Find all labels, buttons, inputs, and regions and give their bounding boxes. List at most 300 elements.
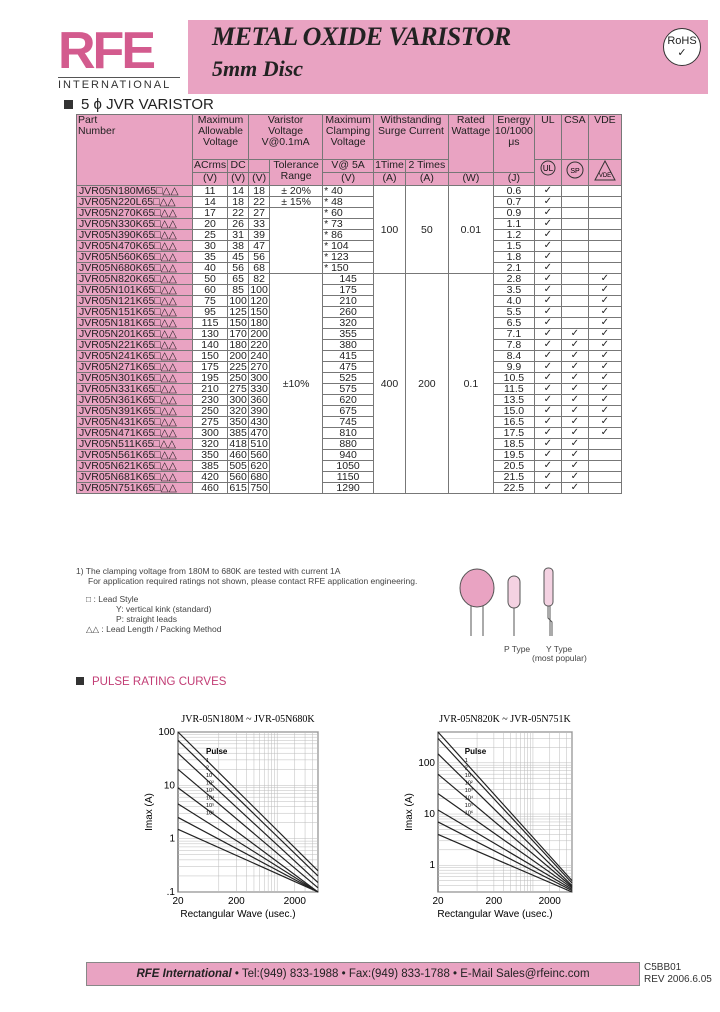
clamping-cell: * 73: [323, 219, 374, 230]
doc-revision: REV 2006.6.05: [644, 974, 712, 985]
part-number-cell: JVR05N220L65□△△: [77, 197, 193, 208]
csa-check-cell: ✓: [561, 329, 588, 340]
csa-check-cell: ✓: [561, 417, 588, 428]
note-lead-p: P: straight leads: [116, 614, 177, 624]
pulse-chart-1: [140, 710, 340, 930]
vde-check-cell: [588, 252, 621, 263]
clamping-cell: 1290: [323, 483, 374, 494]
csa-check-cell: [561, 230, 588, 241]
energy-cell: 10.5: [493, 373, 534, 384]
energy-cell: 0.7: [493, 197, 534, 208]
y-axis-label: Imax (A): [404, 793, 415, 831]
col-max-allowable-header: Maximum Allowable Voltage: [193, 115, 249, 160]
legend-title: Pulse: [206, 747, 228, 756]
col-part-header: Part Number: [77, 115, 193, 186]
y-tick-label: 1: [169, 833, 175, 845]
energy-cell: 0.9: [493, 208, 534, 219]
vde-check-cell: ✓: [588, 362, 621, 373]
ul-check-cell: ✓: [534, 373, 561, 384]
part-number-cell: JVR05N680K65□△△: [77, 263, 193, 274]
vde-check-cell: ✓: [588, 384, 621, 395]
dc-cell: 350: [229, 416, 247, 428]
dc-cell: 170: [229, 328, 247, 340]
unit-v4: (V): [323, 173, 374, 186]
varistor-v-cell: 430: [250, 416, 268, 428]
clamping-cell: 810: [323, 428, 374, 439]
part-number-cell: JVR05N391K65□△△: [77, 406, 193, 417]
clamping-cell: 940: [323, 450, 374, 461]
part-number-cell: JVR05N151K65□△△: [77, 307, 193, 318]
table-row: [77, 329, 622, 340]
table-row: [77, 340, 622, 351]
col-ul-header: UL: [534, 115, 561, 160]
clamping-cell: 145: [323, 274, 374, 285]
pulse-title-text: PULSE RATING CURVES: [92, 676, 227, 688]
dc-cell: 385: [229, 427, 247, 439]
clamping-cell: 475: [323, 362, 374, 373]
acrms-cell: 130: [193, 329, 228, 340]
part-number-cell: JVR05N470K65□△△: [77, 241, 193, 252]
csa-check-cell: [561, 252, 588, 263]
ul-check-cell: ✓: [534, 197, 561, 208]
part-number-cell: JVR05N271K65□△△: [77, 362, 193, 373]
x-tick-label: 200: [228, 896, 245, 907]
y-type-label: Y Type: [546, 644, 573, 654]
note-lead-style: □ : Lead Style: [86, 594, 139, 604]
csa-check-cell: [561, 241, 588, 252]
varistor-v-cell: 750: [250, 482, 268, 494]
part-number-cell: JVR05N330K65□△△: [77, 219, 193, 230]
legend-entry: 1: [464, 758, 468, 764]
ul-check-cell: ✓: [534, 483, 561, 494]
energy-cell: 6.5: [493, 318, 534, 329]
varistor-v-cell: 330: [250, 383, 268, 395]
vde-check-cell: ✓: [588, 373, 621, 384]
csa-check-cell: ✓: [561, 340, 588, 351]
ul-check-cell: ✓: [534, 406, 561, 417]
vde-check-cell: ✓: [588, 395, 621, 406]
dc-cell: 18: [228, 197, 249, 208]
page-title: METAL OXIDE VARISTOR: [212, 22, 511, 51]
acrms-cell: 350: [193, 450, 228, 461]
dc-cell: 125: [229, 306, 247, 318]
acrms-cell: 20: [193, 219, 228, 230]
col-acrms: ACrms: [194, 159, 227, 171]
vde-check-cell: ✓: [588, 406, 621, 417]
clamping-cell: 1150: [323, 472, 374, 483]
ul-check-cell: ✓: [534, 263, 561, 274]
dc-cell: 26: [228, 219, 249, 230]
col-dc: DC: [228, 160, 249, 173]
vde-check-cell: ✓: [588, 296, 621, 307]
part-number-cell: JVR05N270K65□△△: [77, 208, 193, 219]
vde-check-cell: [588, 208, 621, 219]
acrms-cell: 17: [193, 208, 228, 219]
col-csa-header: CSA: [561, 115, 588, 160]
csa-check-cell: ✓: [561, 461, 588, 472]
varistor-v-cell: 680: [250, 471, 268, 483]
section-title: [64, 96, 214, 113]
y-axis-label: Imax (A): [144, 793, 155, 831]
energy-cell: 22.5: [493, 483, 534, 494]
varistor-v-cell: 390: [250, 405, 268, 417]
csa-check-cell: [561, 274, 588, 285]
ul-logo-icon: [534, 160, 561, 186]
dc-cell: 38: [228, 241, 249, 252]
table-row: [77, 439, 622, 450]
y-tick-label: 100: [418, 757, 435, 769]
legend-entry: 10: [206, 773, 213, 779]
col-surge-header: Withstanding Surge Current: [374, 115, 449, 160]
part-number-cell: JVR05N511K65□△△: [77, 439, 193, 450]
surge1-group-cell: 400: [374, 274, 406, 494]
vde-check-cell: ✓: [588, 351, 621, 362]
varistor-v-cell: 240: [250, 350, 268, 362]
vde-check-cell: [588, 472, 621, 483]
dc-cell: 505: [229, 460, 247, 472]
legend-entry: 10⁴: [206, 795, 215, 802]
watt-group-cell: 0.01: [448, 186, 493, 274]
varistor-v-cell: 120: [250, 295, 268, 307]
dc-cell: 65: [228, 274, 249, 285]
acrms-cell: 75: [193, 296, 228, 307]
bullet-square-icon: [76, 677, 84, 685]
vde-check-cell: ✓: [588, 285, 621, 296]
x-tick-label: 20: [432, 896, 444, 907]
csa-check-cell: [561, 307, 588, 318]
varistor-v-cell: 150: [250, 306, 268, 318]
csa-check-cell: ✓: [561, 351, 588, 362]
csa-check-cell: ✓: [561, 395, 588, 406]
table-row: [77, 450, 622, 461]
col-2times: 2 Times: [405, 160, 448, 173]
energy-cell: 19.5: [493, 450, 534, 461]
vde-logo-icon: [588, 160, 621, 186]
col-tolerance: Tolerance Range: [270, 160, 323, 186]
dc-cell: 56: [228, 263, 249, 274]
csa-check-cell: [561, 197, 588, 208]
table-row: [77, 362, 622, 373]
spec-table: [76, 114, 622, 494]
acrms-cell: 460: [193, 483, 228, 494]
legend-entry: 10²: [464, 780, 473, 787]
pulse-section-title: [76, 676, 226, 688]
svg-text:UL: UL: [542, 164, 553, 173]
varistor-v-cell: 82: [249, 274, 270, 285]
varistor-v-cell: 510: [250, 438, 268, 450]
y-tick-label: 10: [163, 780, 175, 792]
varistor-v-cell: 470: [250, 427, 268, 439]
part-number-cell: JVR05N121K65□△△: [77, 296, 193, 307]
csa-check-cell: [561, 263, 588, 274]
table-row: [77, 483, 622, 494]
acrms-cell: 60: [193, 285, 228, 296]
col-vde-header: VDE: [588, 115, 621, 160]
tolerance-blank-cell: [270, 208, 323, 274]
footer-contact: • Tel:(949) 833-1988 • Fax:(949) 833-1788 • E-Mail Sales@rfeinc.com: [231, 968, 590, 980]
part-number-cell: JVR05N471K65□△△: [77, 428, 193, 439]
dc-cell: 418: [229, 438, 247, 450]
checkmark-icon: ✓: [677, 47, 687, 59]
unit-a2: (A): [405, 173, 448, 186]
energy-cell: 7.1: [493, 329, 534, 340]
dc-cell: 100: [229, 295, 247, 307]
table-row: [77, 395, 622, 406]
doc-number: C5BB01: [644, 962, 682, 973]
legend-entry: 10³: [206, 788, 214, 794]
vde-check-cell: ✓: [588, 307, 621, 318]
varistor-v-cell: 270: [250, 361, 268, 373]
acrms-cell: 195: [193, 373, 228, 384]
dc-cell: 200: [229, 350, 247, 362]
energy-cell: 1.8: [493, 252, 534, 263]
csa-check-cell: ✓: [561, 483, 588, 494]
clamping-cell: 1050: [323, 461, 374, 472]
x-axis-label: Rectangular Wave (usec.): [437, 909, 553, 920]
part-number-cell: JVR05N301K65□△△: [77, 373, 193, 384]
energy-cell: 18.5: [493, 439, 534, 450]
table-row: [77, 318, 622, 329]
x-tick-label: 2000: [538, 896, 561, 907]
dc-cell: 14: [228, 186, 249, 197]
note-lead-length: △△ : Lead Length / Packing Method: [86, 624, 222, 634]
chart-title: JVR-05N820K ~ JVR-05N751K: [439, 714, 571, 725]
table-row: [77, 472, 622, 483]
part-number-cell: JVR05N431K65□△△: [77, 417, 193, 428]
csa-check-cell: [561, 296, 588, 307]
table-row: [77, 230, 622, 241]
csa-check-cell: ✓: [561, 428, 588, 439]
varistor-v-cell: 33: [249, 219, 270, 230]
ul-check-cell: ✓: [534, 395, 561, 406]
dc-cell: 45: [228, 252, 249, 263]
acrms-cell: 30: [193, 241, 228, 252]
dc-cell: 615: [229, 482, 247, 494]
bullet-square-icon: [64, 100, 73, 109]
vde-check-cell: ✓: [588, 329, 621, 340]
vde-check-cell: [588, 439, 621, 450]
surge2-group-cell: 50: [405, 186, 448, 274]
footer-company: RFE International: [136, 968, 232, 980]
varistor-v-cell: 360: [250, 394, 268, 406]
tolerance-cell: ± 20%: [270, 186, 323, 197]
energy-cell: 1.1: [493, 219, 534, 230]
p-type-disc: [460, 569, 494, 607]
acrms-cell: 14: [193, 197, 228, 208]
col-v-spacer: [249, 160, 270, 173]
table-row: [77, 428, 622, 439]
surge1-group-cell: 100: [374, 186, 406, 274]
ul-check-cell: ✓: [534, 351, 561, 362]
unit-v1: (V): [193, 173, 228, 186]
csa-check-cell: ✓: [561, 450, 588, 461]
legend-entry: 10⁵: [206, 803, 215, 809]
varistor-v-cell: 180: [250, 317, 268, 329]
varistor-v-cell: 18: [249, 186, 270, 197]
table-row: [77, 461, 622, 472]
clamping-cell: 320: [323, 318, 374, 329]
clamping-cell: 175: [323, 285, 374, 296]
company-logo: [58, 22, 180, 91]
ul-check-cell: ✓: [534, 362, 561, 373]
vde-check-cell: [588, 197, 621, 208]
acrms-cell: 150: [193, 351, 228, 362]
clamping-cell: * 150: [323, 263, 374, 274]
table-row: [77, 351, 622, 362]
csa-check-cell: [561, 219, 588, 230]
varistor-v-cell: 27: [249, 208, 270, 219]
energy-cell: 8.4: [493, 351, 534, 362]
clamping-cell: 525: [323, 373, 374, 384]
part-number-cell: JVR05N361K65□△△: [77, 395, 193, 406]
clamping-cell: 620: [323, 395, 374, 406]
table-row: [77, 384, 622, 395]
acrms-cell: 25: [193, 230, 228, 241]
energy-cell: 17.5: [493, 428, 534, 439]
dc-cell: 275: [229, 383, 247, 395]
varistor-drawing: [440, 566, 600, 646]
plot-area: [438, 732, 572, 892]
varistor-v-cell: 200: [250, 328, 268, 340]
energy-cell: 0.6: [493, 186, 534, 197]
y-tick-label: 10: [423, 809, 435, 821]
unit-v2: (V): [228, 173, 249, 186]
clamping-cell: 260: [323, 307, 374, 318]
legend-entry: 2: [464, 765, 468, 772]
legend-entry: 10⁵: [464, 803, 474, 809]
energy-cell: 20.5: [493, 461, 534, 472]
vde-check-cell: ✓: [588, 274, 621, 285]
vde-check-cell: [588, 219, 621, 230]
energy-cell: 1.5: [493, 241, 534, 252]
vde-check-cell: [588, 186, 621, 197]
unit-a1: (A): [374, 173, 406, 186]
csa-check-cell: [561, 318, 588, 329]
x-tick-label: 200: [485, 896, 503, 907]
vde-check-cell: [588, 263, 621, 274]
table-row: [77, 186, 622, 197]
clamping-cell: * 86: [323, 230, 374, 241]
side-view-disc: [508, 576, 520, 608]
vde-check-cell: ✓: [588, 340, 621, 351]
ul-check-cell: ✓: [534, 329, 561, 340]
y-tick-label: 1: [429, 860, 435, 872]
energy-cell: 2.8: [493, 274, 534, 285]
varistor-v-cell: 56: [249, 252, 270, 263]
acrms-cell: 11: [193, 186, 228, 197]
varistor-v-cell: 560: [250, 449, 268, 461]
legend-entry: 1: [206, 758, 210, 764]
unit-v3: (V): [249, 173, 270, 186]
rohs-badge: [663, 28, 701, 66]
clamping-cell: * 48: [323, 197, 374, 208]
energy-cell: 7.8: [493, 340, 534, 351]
energy-cell: 16.5: [493, 417, 534, 428]
table-row: [77, 307, 622, 318]
acrms-cell: 230: [193, 395, 228, 406]
section-title-text: 5 ϕ JVR VARISTOR: [81, 96, 214, 113]
csa-check-cell: ✓: [561, 439, 588, 450]
tolerance-cell: ± 15%: [270, 197, 323, 208]
table-row: [77, 263, 622, 274]
x-tick-label: 2000: [283, 896, 306, 907]
col-1time: 1Time: [375, 159, 404, 171]
csa-check-cell: ✓: [561, 472, 588, 483]
table-row: [77, 197, 622, 208]
ul-check-cell: ✓: [534, 450, 561, 461]
logo-subtext: INTERNATIONAL: [58, 77, 180, 91]
vde-check-cell: [588, 450, 621, 461]
clamping-cell: 415: [323, 351, 374, 362]
part-number-cell: JVR05N181K65□△△: [77, 318, 193, 329]
csa-check-cell: ✓: [561, 373, 588, 384]
vde-check-cell: ✓: [588, 318, 621, 329]
table-row: [77, 406, 622, 417]
ul-check-cell: ✓: [534, 384, 561, 395]
ul-check-cell: ✓: [534, 296, 561, 307]
table-row: [77, 219, 622, 230]
part-number-cell: JVR05N221K65□△△: [77, 340, 193, 351]
plot-area: [178, 732, 318, 892]
ul-check-cell: ✓: [534, 340, 561, 351]
doc-number-block: [644, 962, 712, 986]
acrms-cell: 175: [193, 362, 228, 373]
col-energy-header: Energy 10/1000 μs: [493, 115, 534, 173]
csa-check-cell: [561, 186, 588, 197]
dc-cell: 560: [229, 471, 247, 483]
y-type-sublabel: (most popular): [532, 653, 587, 663]
y-tick-label: 100: [158, 727, 175, 738]
csa-check-cell: [561, 208, 588, 219]
energy-cell: 21.5: [493, 472, 534, 483]
ul-check-cell: ✓: [534, 417, 561, 428]
legend-entry: 10⁶: [464, 810, 474, 817]
dc-cell: 250: [229, 372, 247, 384]
vde-check-cell: [588, 483, 621, 494]
table-row: [77, 417, 622, 428]
ul-check-cell: ✓: [534, 230, 561, 241]
ul-check-cell: ✓: [534, 252, 561, 263]
y-tick-label: .1: [166, 887, 175, 898]
csa-check-cell: ✓: [561, 406, 588, 417]
varistor-v-cell: 47: [249, 241, 270, 252]
varistor-v-cell: 68: [249, 263, 270, 274]
ul-check-cell: ✓: [534, 285, 561, 296]
clamping-cell: 880: [323, 439, 374, 450]
ul-check-cell: ✓: [534, 186, 561, 197]
col-wattage-header: Rated Wattage: [448, 115, 493, 173]
unit-w: (W): [448, 173, 493, 186]
vde-check-cell: ✓: [588, 428, 621, 439]
table-row: [77, 274, 622, 285]
svg-text:SP: SP: [570, 168, 580, 175]
acrms-cell: 300: [193, 428, 228, 439]
part-number-cell: JVR05N560K65□△△: [77, 252, 193, 263]
dc-cell: 31: [228, 230, 249, 241]
acrms-cell: 275: [193, 417, 228, 428]
page-subtitle: 5mm Disc: [212, 56, 304, 81]
ul-check-cell: ✓: [534, 208, 561, 219]
legend-entry: 10²: [206, 780, 214, 787]
x-axis-label: Rectangular Wave (usec.): [180, 909, 296, 920]
svg-text:VDE: VDE: [598, 173, 612, 179]
vde-check-cell: ✓: [588, 417, 621, 428]
ul-check-cell: ✓: [534, 307, 561, 318]
legend-entry: 10: [464, 773, 471, 779]
clamping-cell: 675: [323, 406, 374, 417]
p-type-label: P Type: [504, 644, 531, 654]
legend-entry: 10⁶: [206, 810, 215, 817]
